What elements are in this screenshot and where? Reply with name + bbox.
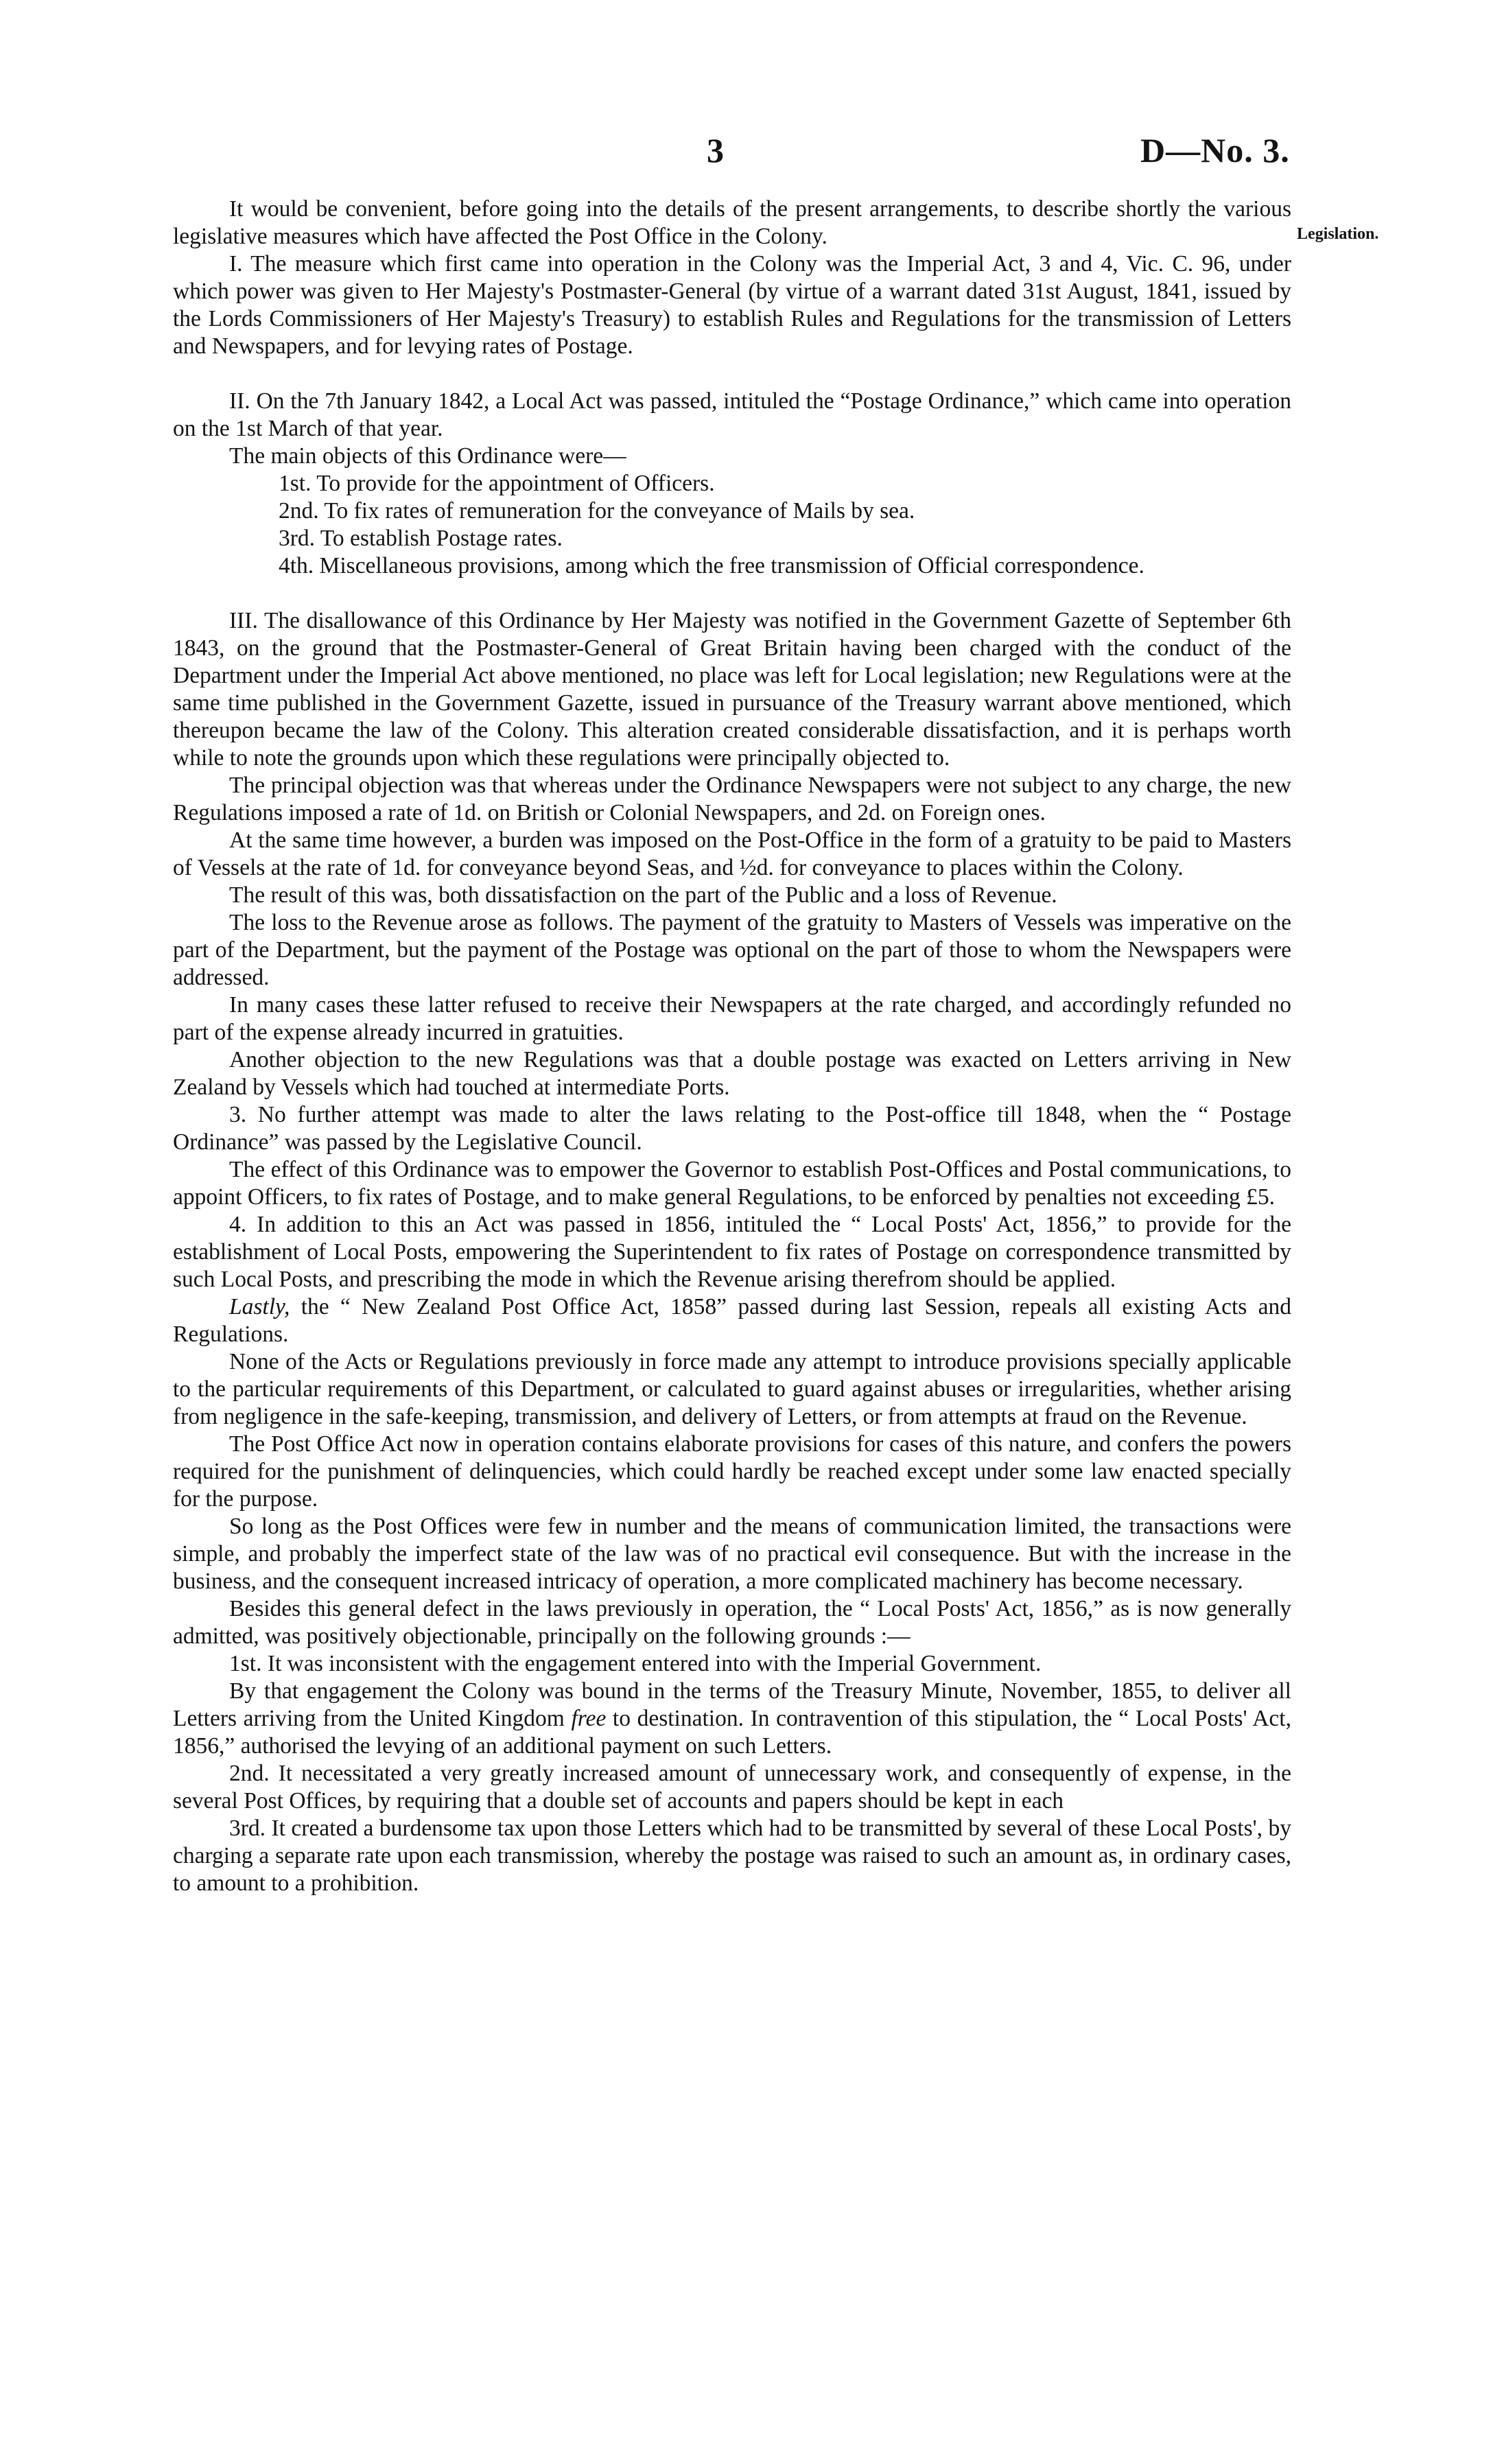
paragraph-revenue-loss: The loss to the Revenue arose as follows. The payment of the gratuity to Masters of Vessels was imperative on the part of the Department, but the payment of the Postage was optional on the part of those to whom the Newspapers were addressed.: [173, 910, 1291, 990]
paragraph-so-long: So long as the Post Offices were few in number and the means of communication limited, the transactions were simple, and probably the imperfect state of the law was of no practical evil consequence. But with the increase in the business, and the consequent increased intricacy of operation, a more complicated machinery has become necessary.: [173, 1514, 1291, 1594]
paragraph-intro: It would be convenient, before going into the details of the present arrangements, to describe shortly the various legislative measures which have affected the Post Office in the Colony.: [173, 196, 1291, 249]
paragraph-section-1: I. The measure which first came into operation in the Colony was the Imperial Act, 3 and 4, Vic. C. 96, under which power was given to Her Majesty's Postmaster-General (by virtue of a warrant dated 31st August, 1841, issued by the Lords Commissioners of Her Majesty's Treasury) to establish Rules and Regulations for the transmission of Letters and Newspapers, and for levying rates of Postage.: [173, 251, 1291, 359]
paragraph-none-of-acts: None of the Acts or Regulations previously in force made any attempt to introduce provisions specially applicable to the particular requirements of this Department, or calculated to guard against abuses or irregularities, whether arising from negligence in the safe-keeping, transmission, and delivery of Letters, or from attempts at fraud on the Revenue.: [173, 1349, 1291, 1429]
document-body: [173, 196, 1291, 1897]
paragraph-local-posts-act: 4. In addition to this an Act was passed in 1856, intituled the “ Local Posts' Act, 1856,” to provide for the establishment of Local Posts, empowering the Superintendent to fix rates of Postage on correspondence transmitted by such Local Posts, and prescribing the mode in which the Revenue arising therefrom should be applied.: [173, 1212, 1291, 1292]
list-item-object-3: 3rd. To establish Postage rates.: [279, 526, 563, 551]
paragraph-objects-intro: The main objects of this Ordinance were—: [229, 443, 626, 469]
paragraph-result: The result of this was, both dissatisfaction on the part of the Public and a loss of Revenue.: [229, 882, 1057, 908]
engagement-text-b: to destination. In contravention of this stipulation, the “ Local Posts' Act, 1856,” authorised the levying of an additional payment on such Letters.: [173, 1706, 1291, 1759]
paragraph-section-2: II. On the 7th January 1842, a Local Act was passed, intituled the “Postage Ordinance,” which came into operation on the 1st March of that year.: [173, 388, 1291, 441]
paragraph-ground-2: 2nd. It necessitated a very greatly increased amount of unnecessary work, and consequently of expense, in the several Post Offices, by requiring that a double set of accounts and papers should be kept in each: [173, 1761, 1291, 1814]
paragraph-ordinance-effect: The effect of this Ordinance was to empower the Governor to establish Post-Offices and Postal communications, to appoint Officers, to fix rates of Postage, and to make general Regulations, to be enforced by penalties not exceeding £5.: [173, 1157, 1291, 1210]
free-italic: free: [571, 1706, 607, 1731]
page-number: 3: [707, 131, 724, 169]
paragraph-post-office-act: The Post Office Act now in operation contains elaborate provisions for cases of this nature, and confers the powers required for the punishment of delinquencies, which could hardly be reached except under some law enacted specially for the purpose.: [173, 1431, 1291, 1512]
paragraph-ground-1: 1st. It was inconsistent with the engagement entered into with the Imperial Government.: [229, 1651, 1042, 1676]
paragraph-ground-3: 3rd. It created a burdensome tax upon those Letters which had to be transmitted by several of these Local Posts', by charging a separate rate upon each transmission, whereby the postage was raised to such an amount as, in ordinary cases, to amount to a prohibition.: [173, 1816, 1291, 1896]
engagement-text-a: By that engagement the Colony was bound in the terms of the Treasury Minute, November, 1855, to deliver all Letters arriving from the United Kingdom: [173, 1678, 1291, 1731]
paragraph-gratuity: At the same time however, a burden was imposed on the Post-Office in the form of a gratuity to be paid to Masters of Vessels at the rate of 1d. for conveyance beyond Seas, and ½d. for conveyance to places within the Colony.: [173, 828, 1291, 880]
paragraph-double-postage: Another objection to the new Regulations was that a double postage was exacted on Letters arriving in New Zealand by Vessels which had touched at intermediate Ports.: [173, 1047, 1291, 1100]
paragraph-engagement: [173, 1678, 1291, 1760]
paragraph-section-3: III. The disallowance of this Ordinance by Her Majesty was notified in the Government Gazette of September 6th 1843, on the ground that the Postmaster-General of Great Britain having been charged with the conduct of the Department under the Imperial Act above mentioned, no place was left for Local legislation; new Regulations were at the same time published in the Government Gazette, issued in pursuance of the Treasury warrant above mentioned, which thereupon became the law of the Colony. This alteration created considerable dissatisfaction, and it is perhaps worth while to note the grounds upon which these regulations were principally objected to.: [173, 608, 1291, 771]
list-item-object-1: 1st. To provide for the appointment of Officers.: [279, 471, 715, 496]
list-item-object-4: 4th. Miscellaneous provisions, among which the free transmission of Official correspondence.: [279, 553, 1144, 578]
margin-note: Legislation.: [1297, 225, 1379, 243]
lastly-italic: Lastly,: [229, 1294, 290, 1319]
paragraph-principal-objection: The principal objection was that whereas under the Ordinance Newspapers were not subject to any charge, the new Regulations imposed a rate of 1d. on British or Colonial Newspapers, and 2d. on Foreign ones.: [173, 773, 1291, 825]
lastly-text: the “ New Zealand Post Office Act, 1858” passed during last Session, repeals all existing Acts and Regulations.: [173, 1294, 1291, 1347]
list-item-object-2: 2nd. To fix rates of remuneration for the conveyance of Mails by sea.: [279, 498, 915, 524]
paragraph-refused: In many cases these latter refused to receive their Newspapers at the rate charged, and accordingly refunded no part of the expense already incurred in gratuities.: [173, 992, 1291, 1045]
paragraph-ordinance-1848: 3. No further attempt was made to alter the laws relating to the Post-office till 1848, when the “ Postage Ordinance” was passed by the Legislative Council.: [173, 1102, 1291, 1155]
paragraph-besides: Besides this general defect in the laws previously in operation, the “ Local Posts' Act, 1856,” as is now generally admitted, was positively objectionable, principally on the following grounds :—: [173, 1596, 1291, 1649]
document-reference: D—No. 3.: [1140, 131, 1290, 169]
paragraph-lastly: [173, 1293, 1291, 1348]
